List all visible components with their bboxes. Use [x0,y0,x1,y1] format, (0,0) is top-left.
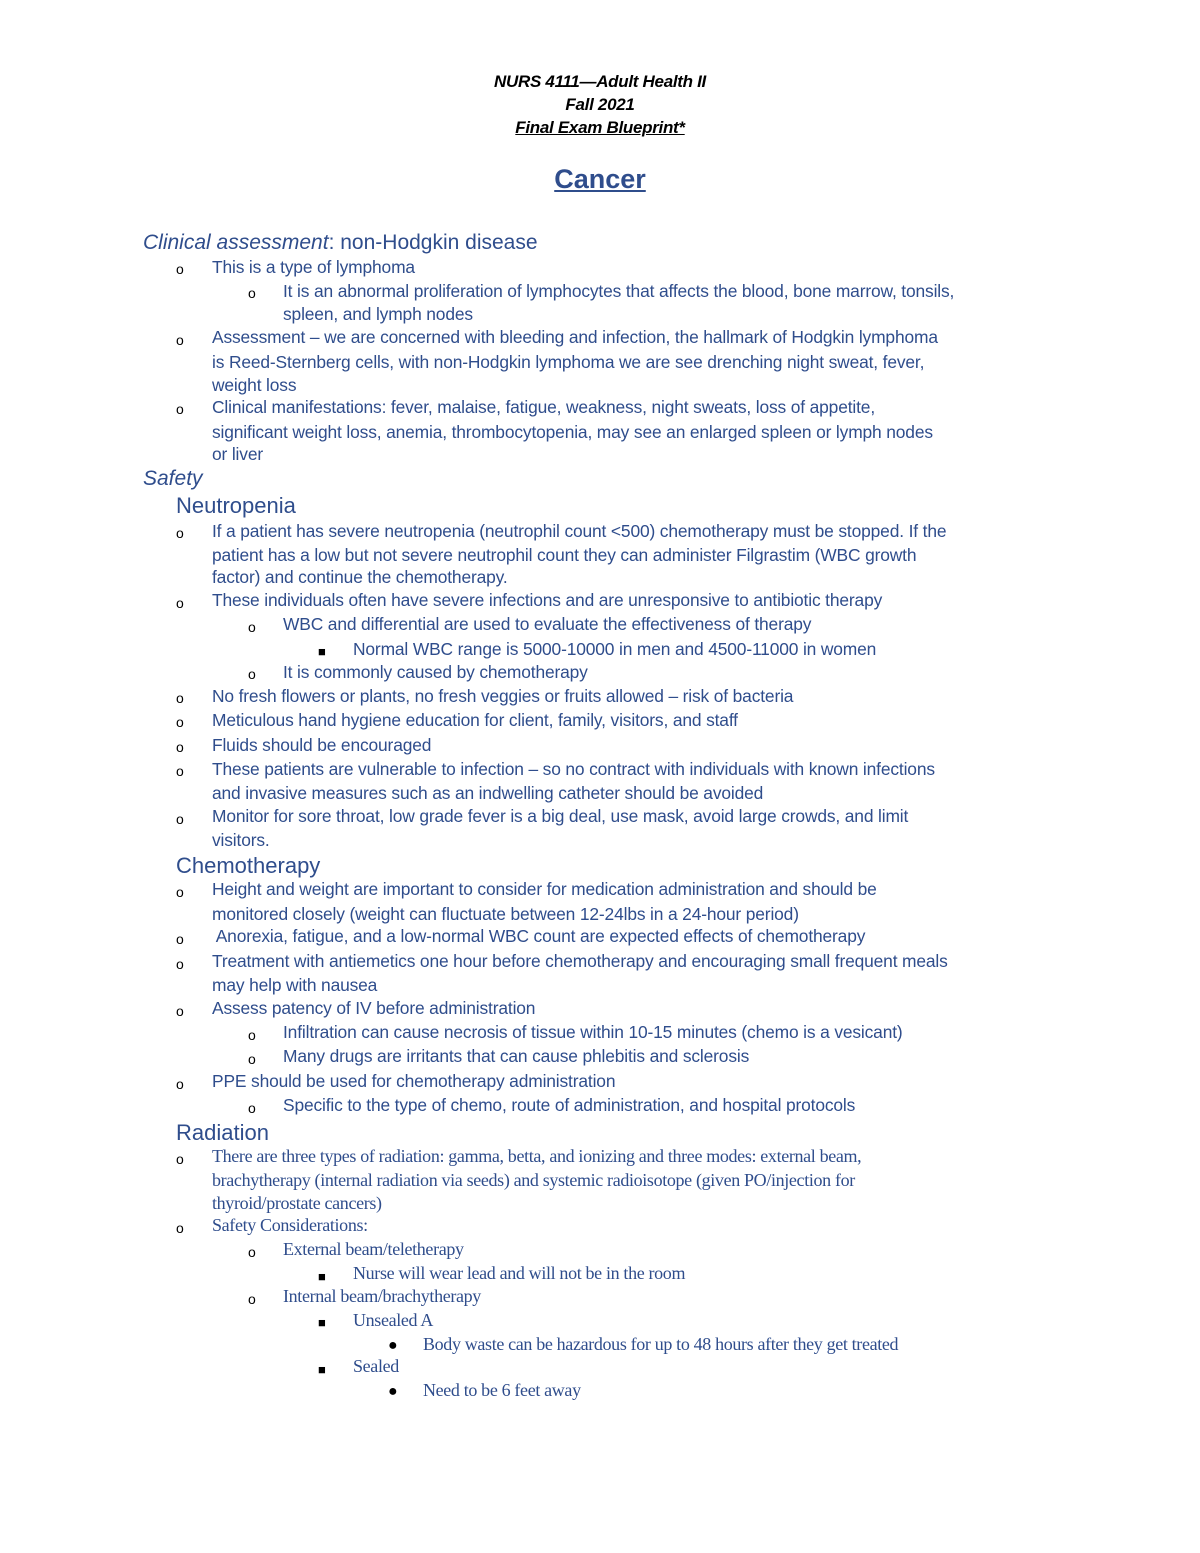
list-item: If a patient has severe neutropenia (neutrophil count <500) chemotherapy must be stopped. If the [212,521,947,541]
list-item: No fresh flowers or plants, no fresh veggies or fruits allowed – risk of bacteria [212,686,794,706]
term: Fall 2021 [565,95,635,114]
list-item: Assess patency of IV before administration [212,998,536,1018]
bullet-icon: ■ [318,644,326,659]
bullet-icon: o [176,811,184,827]
list-item: Meticulous hand hygiene education for client, family, visitors, and staff [212,710,738,730]
list-item: Treatment with antiemetics one hour before chemotherapy and encouraging small frequent meals [212,951,948,971]
bullet-icon: o [176,261,184,277]
list-item: Assessment – we are concerned with bleeding and infection, the hallmark of Hodgkin lymphoma [212,327,938,347]
list-item-cont: brachytherapy (internal radiation via seeds) and systemic radioisotope (given PO/injection for [212,1170,855,1190]
heading-clinical-assessment [143,231,538,255]
subheading-chemotherapy: Chemotherapy [176,853,321,878]
subheading-neutropenia: Neutropenia [176,493,296,518]
bullet-icon: o [248,1051,256,1067]
list-item-cont: significant weight loss, anemia, thrombocytopenia, may see an enlarged spleen or lymph nodes [212,422,933,442]
list-item-cont: factor) and continue the chemotherapy. [212,567,508,587]
bullet-icon: ■ [318,1269,326,1284]
list-item-cont: monitored closely (weight can fluctuate between 12-24lbs in a 24-hour period) [212,904,799,924]
bullet-icon: o [176,1220,184,1236]
list-item: Many drugs are irritants that can cause phlebitis and sclerosis [283,1046,750,1066]
list-item: This is a type of lymphoma [212,257,415,277]
list-item: Specific to the type of chemo, route of administration, and hospital protocols [283,1095,856,1115]
heading-safety-label: Safety [143,467,203,490]
bullet-icon: o [248,1027,256,1043]
bullet-icon: o [176,931,184,947]
list-item: It is commonly caused by chemotherapy [283,662,588,682]
heading-safety [143,467,203,491]
course-title: NURS 4111—Adult Health II [494,72,706,91]
bullet-icon: o [176,401,184,417]
list-item-cont: and invasive measures such as an indwelling catheter should be avoided [212,783,764,803]
list-item: These individuals often have severe infections and are unresponsive to antibiotic therapy [212,590,883,610]
bullet-icon: o [248,1100,256,1116]
list-item-cont: may help with nausea [212,975,378,995]
list-item: Nurse will wear lead and will not be in the room [353,1263,686,1283]
bullet-icon: o [176,1003,184,1019]
bullet-icon: o [248,285,256,301]
heading-clinical-rest: : non-Hodgkin disease [328,231,538,254]
bullet-icon: o [248,619,256,635]
section-title-cancer: Cancer [554,164,646,194]
bullet-icon: o [176,1076,184,1092]
bullet-icon: o [176,763,184,779]
list-item: Need to be 6 feet away [423,1380,581,1400]
list-item-cont: thyroid/prostate cancers) [212,1193,382,1213]
bullet-icon: o [176,1151,184,1167]
list-item-cont: is Reed-Sternberg cells, with non-Hodgkin lymphoma we are see drenching night sweat, fever, [212,352,925,372]
list-item-cont: weight loss [212,375,297,395]
list-item: Internal beam/brachytherapy [283,1286,481,1306]
bullet-icon: o [176,884,184,900]
bullet-icon: o [176,739,184,755]
heading-clinical-label: Clinical assessment [143,231,329,254]
list-item: Body waste can be hazardous for up to 48 hours after they get treated [423,1334,899,1354]
list-item: Normal WBC range is 5000-10000 in men and 4500-11000 in women [353,639,877,659]
bullet-icon: o [248,1291,256,1307]
list-item: It is an abnormal proliferation of lymphocytes that affects the blood, bone marrow, tonsils, [283,281,955,301]
document-title: Final Exam Blueprint* [515,118,685,137]
bullet-icon: o [176,956,184,972]
list-item-cont: spleen, and lymph nodes [283,304,473,324]
list-item-cont: patient has a low but not severe neutrophil count they can administer Filgrastim (WBC growth [212,545,917,565]
list-item: WBC and differential are used to evaluate the effectiveness of therapy [283,614,812,634]
bullet-icon: o [176,690,184,706]
bullet-icon: ● [388,1337,398,1354]
list-item: There are three types of radiation: gamma, betta, and ionizing and three modes: external beam, [212,1146,862,1166]
list-item: PPE should be used for chemotherapy administration [212,1071,616,1091]
list-item: Safety Considerations: [212,1215,368,1235]
list-item: Infiltration can cause necrosis of tissue within 10-15 minutes (chemo is a vesicant) [283,1022,903,1042]
list-item: External beam/teletherapy [283,1239,464,1259]
list-item: Fluids should be encouraged [212,735,432,755]
list-item: Unsealed A [353,1310,433,1330]
bullet-icon: ● [388,1383,398,1400]
list-item: Sealed [353,1356,399,1376]
list-item: Height and weight are important to consider for medication administration and should be [212,879,877,899]
subheading-radiation: Radiation [176,1120,269,1145]
bullet-icon: o [176,525,184,541]
bullet-icon: o [248,1244,256,1260]
list-item: Clinical manifestations: fever, malaise, fatigue, weakness, night sweats, loss of appetite, [212,397,875,417]
list-item: Monitor for sore throat, low grade fever is a big deal, use mask, avoid large crowds, and limit [212,806,909,826]
bullet-icon: o [176,332,184,348]
bullet-icon: o [176,714,184,730]
bullet-icon: ■ [318,1315,326,1330]
list-item: These patients are vulnerable to infection – so no contract with individuals with known infections [212,759,935,779]
list-item: Anorexia, fatigue, and a low-normal WBC count are expected effects of chemotherapy [212,926,866,946]
list-item-cont: visitors. [212,830,270,850]
list-item-cont: or liver [212,444,263,464]
bullet-icon: o [176,595,184,611]
bullet-icon: o [248,666,256,682]
bullet-icon: ■ [318,1362,326,1377]
